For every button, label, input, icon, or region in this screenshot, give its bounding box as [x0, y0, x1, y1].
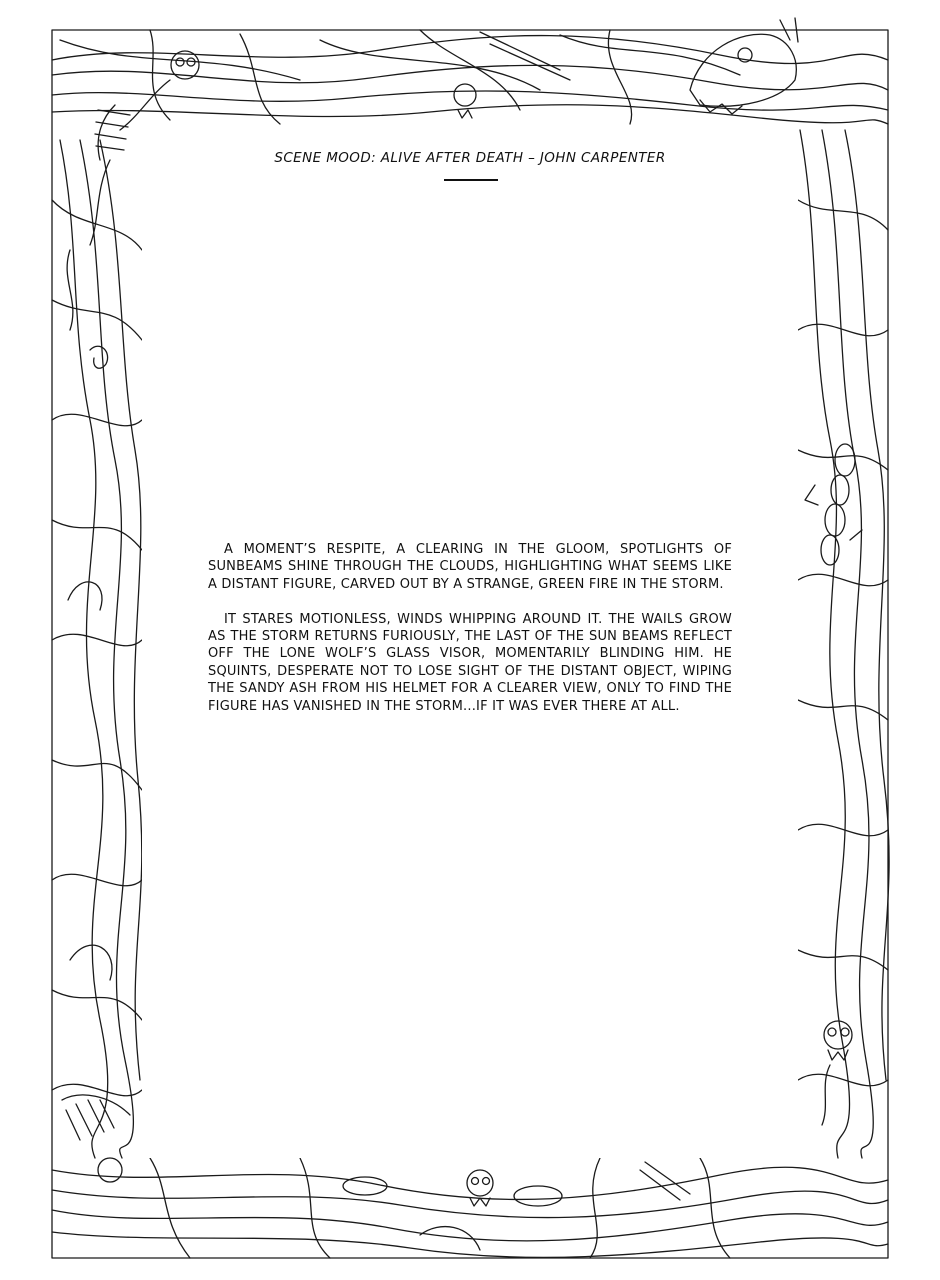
- scene-mood-heading: SCENE MOOD: ALIVE AFTER DEATH – JOHN CARPENTER: [274, 150, 666, 166]
- narration-paragraph: A MOMENT’S RESPITE, A CLEARING IN THE GLOOM, SPOTLIGHTS OF SUNBEAMS SHINE THROUGH THE CLOUDS, HIGHLIGHTING WHAT SEEMS LIKE A DISTANT FIGURE, CARVED OUT BY A STRANGE, GREEN FIRE IN THE STORM.: [208, 542, 732, 592]
- heading-divider: [444, 179, 498, 181]
- narration-text: [208, 541, 732, 732]
- text-panel: [142, 128, 798, 1158]
- narration-paragraph: IT STARES MOTIONLESS, WINDS WHIPPING AROUND IT. THE WAILS GROW AS THE STORM RETURNS FURIOUSLY, THE LAST OF THE SUN BEAMS REFLECT OFF THE LONE WOLF’S GLASS VISOR, MOMENTARILY BLINDING HIM. HE SQUINTS, DESPERATE NOT TO LOSE SIGHT OF THE DISTANT OBJECT, WIPING THE SANDY ASH FROM HIS HELMET FOR A CLEARER VIEW, ONLY TO FIND THE FIGURE HAS VANISHED IN THE STORM...IF IT WAS EVER THERE AT ALL.: [208, 611, 732, 714]
